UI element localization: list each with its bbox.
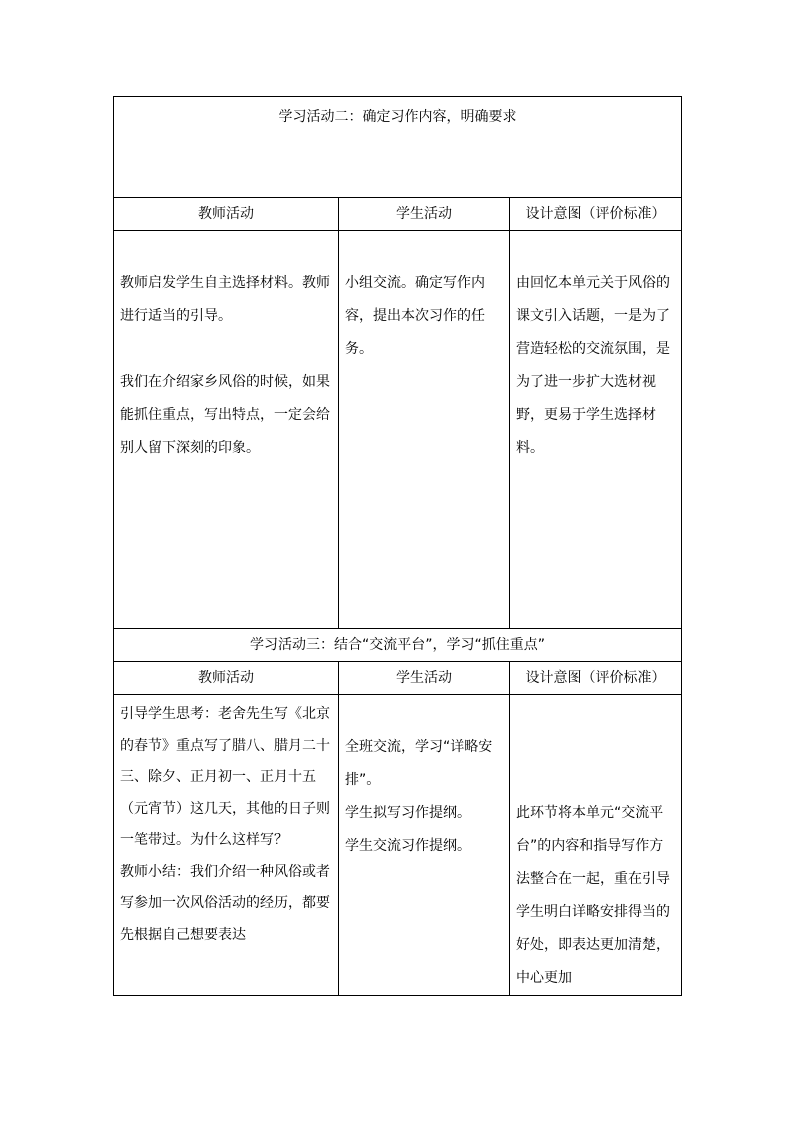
section1-header-teacher: 教师活动 (114, 198, 339, 231)
section1-header-design: 设计意图（评价标准） (510, 198, 682, 231)
section1-student-cell (339, 231, 510, 629)
section2-title: 学习活动三：结合“交流平台”，学习“抓住重点” (114, 629, 682, 662)
section1-header-row (114, 198, 682, 231)
section2-student-line2: 学生拟写习作提纲。 (345, 805, 471, 821)
section2-body-row (114, 695, 682, 996)
section1-title: 学习活动二：确定习作内容，明确要求 (278, 109, 517, 125)
section2-student-line3: 学生交流习作提纲。 (345, 838, 471, 854)
section2-header-row (114, 662, 682, 695)
section2-design-cell (510, 695, 682, 996)
section1-student-text: 小组交流。确定写作内容，提出本次习作的任务。 (345, 275, 485, 357)
section2-header-teacher: 教师活动 (114, 662, 339, 695)
section2-design-text: 此环节将本单元“交流平台”的内容和指导写作方法整合在一起，重在引导学生明白详略安排得当的好处，即表达更加清楚，中心更加 (516, 805, 670, 986)
section2-teacher-cell (114, 695, 339, 996)
section2-teacher-summary: 教师小结：我们介绍一种风俗或者写参加一次风俗活动的经历，都要先根据自己想要表达 (120, 863, 330, 943)
section1-header-student: 学生活动 (339, 198, 510, 231)
section2-title-row (114, 629, 682, 662)
section1-design-cell (510, 231, 682, 629)
section1-teacher-para1: 教师启发学生自主选择材料。教师进行适当的引导。 (120, 275, 330, 324)
section1-title-row (114, 97, 682, 198)
section2-header-design: 设计意图（评价标准） (510, 662, 682, 695)
section2-teacher-question: 引导学生思考：老舍先生写《北京的春节》重点写了腊八、腊月二十三、除夕、正月初一、正月十五（元宵节）这几天，其他的日子则一笔带过。为什么这样写？ (120, 706, 330, 848)
section1-teacher-cell (114, 231, 339, 629)
section1-teacher-para2: 我们在介绍家乡风俗的时候，如果能抓住重点，写出特点，一定会给别人留下深刻的印象。 (120, 374, 330, 456)
lesson-plan-table (113, 96, 682, 996)
section2-student-cell (339, 695, 510, 996)
paragraph-gap (114, 333, 338, 366)
section1-body-row (114, 231, 682, 629)
section1-design-text: 由回忆本单元关于风俗的课文引入话题，一是为了营造轻松的交流氛围，是为了进一步扩大选材视野，更易于学生选择材料。 (516, 275, 670, 456)
section2-student-line1: 全班交流，学习“详略安排”。 (345, 739, 493, 788)
section2-header-student: 学生活动 (339, 662, 510, 695)
section1-title-cell (114, 97, 682, 198)
